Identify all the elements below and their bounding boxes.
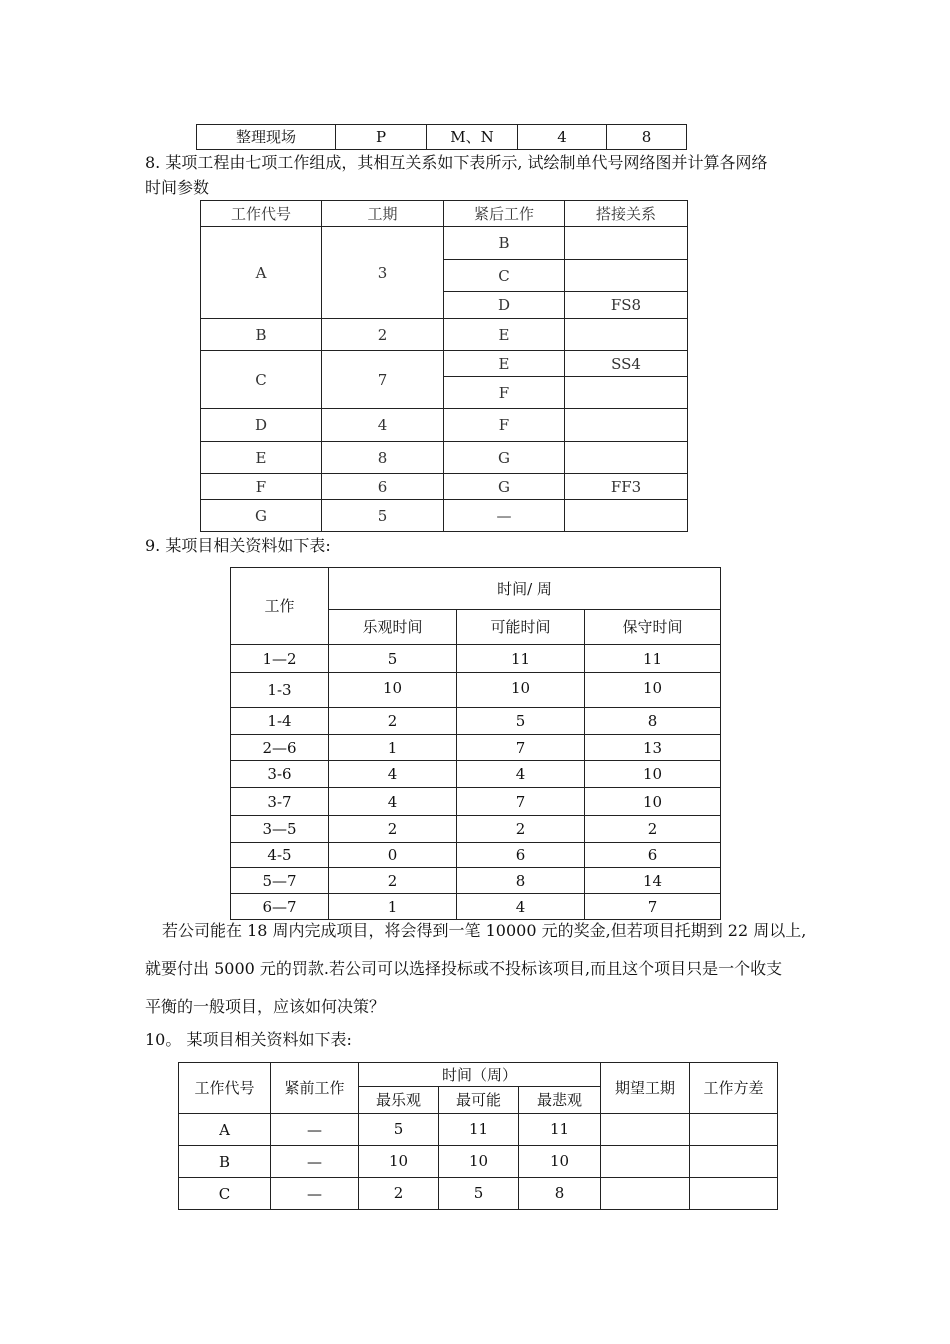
header-cell: 工期 [322,201,444,227]
table-cell: 10 [359,1146,439,1178]
table-cell: 5 [359,1114,439,1146]
code-cell: G [201,500,322,532]
table-cell: 1—2 [231,645,329,673]
rel-cell: SS4 [565,351,688,377]
table-header-row [201,201,688,227]
q9-table [230,567,721,920]
table-row [231,761,721,788]
table-row [201,319,688,351]
duration-cell: 3 [322,227,444,319]
table-cell [601,1178,690,1210]
table-cell: 10 [457,673,585,708]
table-cell: 13 [585,735,721,761]
code-cell: E [201,442,322,474]
table-cell: 11 [585,645,721,673]
succ-cell: G [444,442,565,474]
table-cell: 2—6 [231,735,329,761]
table-cell: 10 [519,1146,601,1178]
table-cell: 2 [329,708,457,735]
table-row [231,673,721,708]
table-row [197,125,687,150]
succ-cell: F [444,409,565,442]
code-cell: B [201,319,322,351]
table-cell: 8 [607,125,687,150]
table-row [201,351,688,377]
table-row [179,1178,778,1210]
table-cell [601,1114,690,1146]
table-cell: 2 [457,816,585,843]
table-row [201,409,688,442]
table-cell: 0 [329,843,457,868]
table-cell: 5 [329,645,457,673]
header-cell: 乐观时间 [329,610,457,645]
table-row [201,227,688,260]
succ-cell: B [444,227,565,260]
succ-cell: E [444,351,565,377]
table-cell: 14 [585,868,721,894]
duration-cell: 6 [322,474,444,500]
table-row [201,442,688,474]
header-cell: 紧前工作 [271,1063,359,1114]
q8-line1: 8. 某项工程由七项工作组成，其相互关系如下表所示, 试绘制单代号网络图并计算各网络 [145,153,768,172]
table-cell: 4 [329,788,457,816]
q10-table [178,1062,778,1210]
q9-paragraph-line3: 平衡的一般项目，应该如何决策？ [145,997,386,1016]
duration-cell: 7 [322,351,444,409]
table-cell: M、N [427,125,518,150]
header-cell: 工作 [231,568,329,645]
table-cell: 8 [457,868,585,894]
table-cell: 3-7 [231,788,329,816]
duration-cell: 4 [322,409,444,442]
succ-cell: C [444,260,565,292]
table-cell: 8 [585,708,721,735]
header-cell: 工作代号 [201,201,322,227]
header-cell: 最乐观 [359,1087,439,1114]
header-cell: 工作方差 [690,1063,778,1114]
header-cell: 紧后工作 [444,201,565,227]
table-cell: P [336,125,427,150]
rel-cell [565,319,688,351]
table-cell: 4 [518,125,607,150]
table-cell: 10 [439,1146,519,1178]
rel-cell [565,260,688,292]
header-cell: 搭接关系 [565,201,688,227]
table-cell [690,1114,778,1146]
header-cell: 期望工期 [601,1063,690,1114]
code-cell: A [201,227,322,319]
table-row [231,708,721,735]
table-cell: 6 [457,843,585,868]
table-cell: 3—5 [231,816,329,843]
table-row [231,868,721,894]
q10-title: 10。 某项目相关资料如下表: [145,1030,352,1049]
header-cell: 最可能 [439,1087,519,1114]
table-cell: 5—7 [231,868,329,894]
q8-table [200,200,688,532]
code-cell: D [201,409,322,442]
table-cell: 10 [585,761,721,788]
succ-cell: E [444,319,565,351]
code-cell: F [201,474,322,500]
table-row [231,788,721,816]
q9-paragraph-line1: 若公司能在 18 周内完成项目，将会得到一笔 10000 元的奖金,但若项目托期到 22 周以上, [162,921,807,940]
table-cell: 5 [457,708,585,735]
header-cell: 时间（周） [359,1063,601,1087]
table-cell: C [179,1178,271,1210]
rel-cell [565,377,688,409]
header-cell: 最悲观 [519,1087,601,1114]
table-cell [690,1146,778,1178]
table-cell: — [271,1114,359,1146]
table-cell: 8 [519,1178,601,1210]
rel-cell: FF3 [565,474,688,500]
header-cell: 可能时间 [457,610,585,645]
header-cell: 时间/ 周 [329,568,721,610]
table-cell: 2 [359,1178,439,1210]
table-cell: 11 [457,645,585,673]
table-cell: 4 [457,761,585,788]
table-cell: 2 [329,816,457,843]
table-cell: 10 [585,788,721,816]
succ-cell: F [444,377,565,409]
rel-cell: FS8 [565,292,688,319]
table-cell: — [271,1146,359,1178]
succ-cell: — [444,500,565,532]
table-header-row [179,1063,778,1087]
table-cell: 7 [457,788,585,816]
header-cell: 保守时间 [585,610,721,645]
table-cell: 4-5 [231,843,329,868]
table-cell: 3-6 [231,761,329,788]
duration-cell: 5 [322,500,444,532]
rel-cell [565,409,688,442]
table-row [231,816,721,843]
table-row [201,500,688,532]
table-cell: A [179,1114,271,1146]
table-cell: 10 [585,673,721,708]
table-cell: 10 [329,673,457,708]
table-cell: 5 [439,1178,519,1210]
table-row [179,1114,778,1146]
table-cell: 整理现场 [197,125,336,150]
table-cell [690,1178,778,1210]
header-cell: 工作代号 [179,1063,271,1114]
succ-cell: D [444,292,565,319]
table-header-row [231,568,721,610]
table-row [231,645,721,673]
table-cell: 1 [329,735,457,761]
table-row [201,474,688,500]
table-cell: 7 [585,894,721,920]
duration-cell: 2 [322,319,444,351]
table-cell: 11 [519,1114,601,1146]
table-cell: 6—7 [231,894,329,920]
table-cell: — [271,1178,359,1210]
table-cell: 2 [329,868,457,894]
table-cell: B [179,1146,271,1178]
table-cell: 4 [457,894,585,920]
table-cell: 2 [585,816,721,843]
table-cell: 6 [585,843,721,868]
table-cell: 1 [329,894,457,920]
duration-cell: 8 [322,442,444,474]
table-cell [601,1146,690,1178]
table-cell: 1-4 [231,708,329,735]
rel-cell [565,500,688,532]
table-row [179,1146,778,1178]
table-cell: 7 [457,735,585,761]
rel-cell [565,227,688,260]
q8-line2: 时间参数 [145,178,210,197]
q9-paragraph-line2: 就要付出 5000 元的罚款.若公司可以选择投标或不投标该项目,而且这个项目只是一个收支 [145,959,783,978]
table-cell: 1-3 [231,673,329,708]
succ-cell: G [444,474,565,500]
q9-title: 9. 某项目相关资料如下表: [145,536,331,555]
top-partial-table [196,124,687,150]
table-row [231,843,721,868]
table-cell: 4 [329,761,457,788]
table-cell: 11 [439,1114,519,1146]
table-row [231,894,721,920]
table-row [231,735,721,761]
code-cell: C [201,351,322,409]
rel-cell [565,442,688,474]
